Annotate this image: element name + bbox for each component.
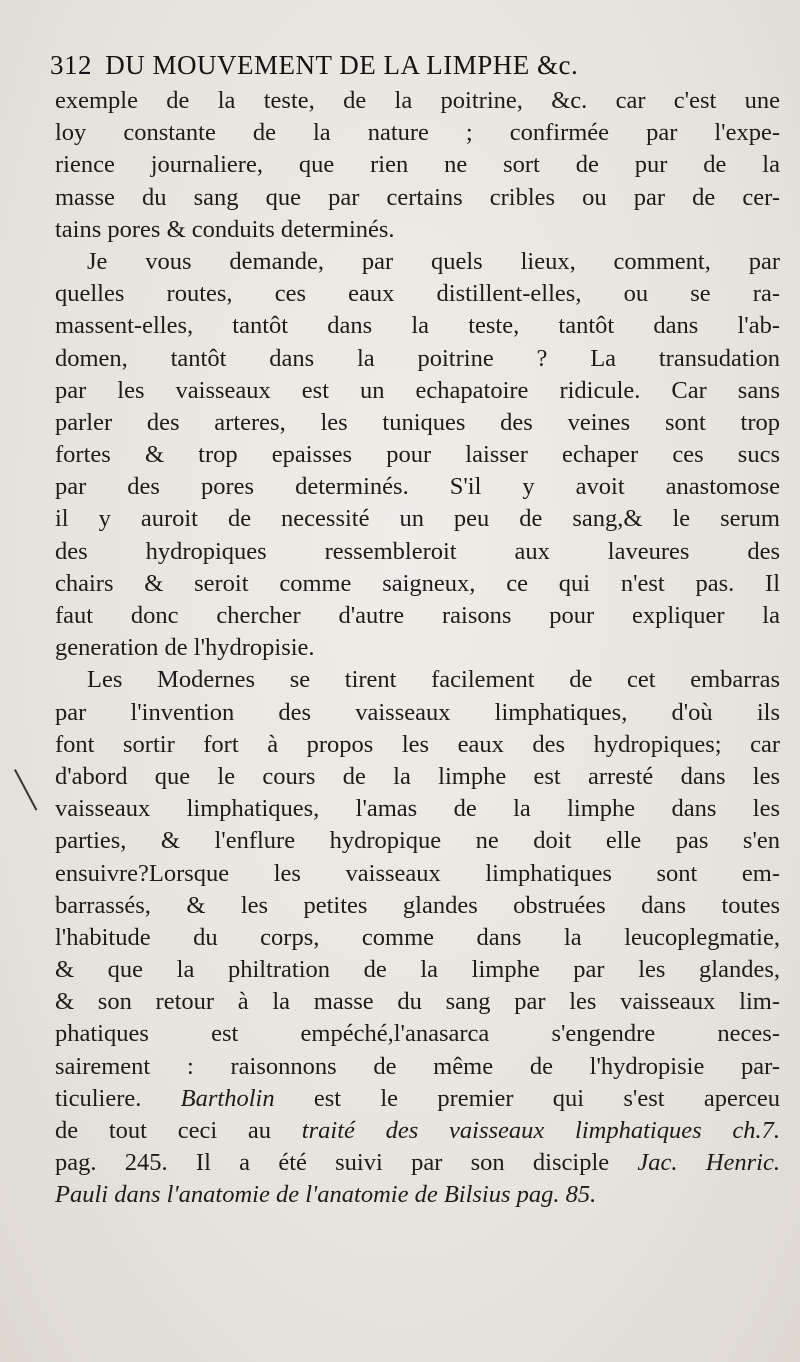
line-text: ensuivre?Lorsque les vaisseaux limphatiques sont em- <box>55 859 780 887</box>
text-line <box>55 697 780 729</box>
body-text <box>55 85 780 1212</box>
line-text: est le premier qui s'est aperceu <box>274 1084 780 1112</box>
line-text: quelles routes, ces eaux distillent-elles, ou se ra- <box>55 280 780 308</box>
line-text: ticuliere. <box>55 1084 181 1112</box>
text-line <box>55 1179 780 1211</box>
line-text: rience journaliere, que rien ne sort de pur de la <box>55 151 780 179</box>
text-line <box>55 793 780 825</box>
line-text: il y auroit de necessité un peu de sang,& le serum <box>55 505 780 533</box>
line-text: par l'invention des vaisseaux limphatiques, d'où ils <box>55 698 780 726</box>
line-text: l'habitude du corps, comme dans la leucoplegmatie, <box>55 923 780 951</box>
line-text: pag. 245. Il a été suivi par son disciple <box>55 1149 638 1177</box>
line-text: par des pores determinés. S'il y avoit anastomose <box>55 473 780 501</box>
page-header <box>50 50 780 81</box>
text-line <box>55 1083 780 1115</box>
text-line <box>55 954 780 986</box>
page-number: 312 <box>50 50 92 80</box>
text-line <box>55 729 780 761</box>
line-text: chairs & seroit comme saigneux, ce qui n'est pas. Il <box>55 569 780 597</box>
line-text: vaisseaux limphatiques, l'amas de la limphe dans les <box>55 795 780 823</box>
line-text: des hydropiques ressembleroit aux laveures des <box>55 537 780 565</box>
line-text: exemple de la teste, de la poitrine, &c. car c'est une <box>55 87 780 114</box>
margin-mark <box>8 770 22 816</box>
text-line <box>55 407 780 439</box>
line-text: d'abord que le cours de la limphe est arresté dans les <box>55 762 780 790</box>
text-line <box>55 536 780 568</box>
line-text: font sortir fort à propos les eaux des hydropiques; car <box>55 730 780 758</box>
line-text: massent-elles, tantôt dans la teste, tantôt dans l'ab- <box>55 312 780 340</box>
text-line <box>55 1147 780 1179</box>
text-line <box>55 343 780 375</box>
line-text: & son retour à la masse du sang par les vaisseaux lim- <box>55 988 780 1016</box>
text-line <box>55 858 780 890</box>
line-text: tains pores & conduits determinés. <box>55 215 395 243</box>
italic-text: Pauli dans l'anatomie de l'anatomie de Bilsius pag. 85. <box>55 1181 597 1209</box>
line-text: parler des arteres, les tuniques des veines sont trop <box>55 408 780 436</box>
line-text: phatiques est empéché,l'anasarca s'engendre neces- <box>55 1020 780 1048</box>
text-line <box>55 922 780 954</box>
text-line <box>55 149 780 181</box>
text-line <box>55 568 780 600</box>
line-text: masse du sang que par certains cribles ou par de cer- <box>55 183 780 211</box>
running-title: DU MOUVEMENT DE LA LIMPHE &c. <box>105 50 579 80</box>
text-line <box>55 664 780 696</box>
text-line <box>55 600 780 632</box>
line-text: faut donc chercher d'autre raisons pour expliquer la <box>55 602 780 629</box>
text-line <box>55 214 780 246</box>
line-text: de tout ceci au <box>55 1117 302 1144</box>
text-line <box>55 246 780 278</box>
text-line <box>55 278 780 310</box>
italic-text: traité des vaisseaux limphatiques ch.7. <box>301 1117 780 1144</box>
italic-text: Bartholin <box>180 1084 275 1112</box>
text-line <box>55 182 780 214</box>
line-text: & que la philtration de la limphe par les glandes, <box>55 956 780 984</box>
text-line <box>55 503 780 535</box>
text-line <box>55 85 780 117</box>
line-text: Les Modernes se tirent facilement de cet embarras <box>87 666 780 694</box>
text-line <box>55 1018 780 1050</box>
text-line <box>55 439 780 471</box>
line-text: loy constante de la nature ; confirmée par l'expe- <box>55 119 780 147</box>
text-line <box>55 375 780 407</box>
line-text: fortes & trop epaisses pour laisser echaper ces sucs <box>55 441 780 469</box>
italic-text: Jac. Henric. <box>637 1149 780 1177</box>
line-text: generation de l'hydropisie. <box>55 634 315 662</box>
text-line <box>55 632 780 664</box>
text-line <box>55 310 780 342</box>
text-line <box>55 890 780 922</box>
text-line <box>55 117 780 149</box>
line-text: par les vaisseaux est un echapatoire ridicule. Car sans <box>55 376 780 404</box>
text-line <box>55 986 780 1018</box>
line-text: Je vous demande, par quels lieux, comment, par <box>87 247 780 275</box>
text-line <box>55 471 780 503</box>
line-text: domen, tantôt dans la poitrine ? La transudation <box>55 344 780 372</box>
text-line <box>55 761 780 793</box>
text-line <box>55 1051 780 1083</box>
line-text: parties, & l'enflure hydropique ne doit elle pas s'en <box>55 827 780 855</box>
text-line <box>55 1115 780 1147</box>
line-text: barrassés, & les petites glandes obstruées dans toutes <box>55 891 780 919</box>
line-text: sairement : raisonnons de même de l'hydropisie par- <box>55 1052 780 1080</box>
text-line <box>55 825 780 857</box>
